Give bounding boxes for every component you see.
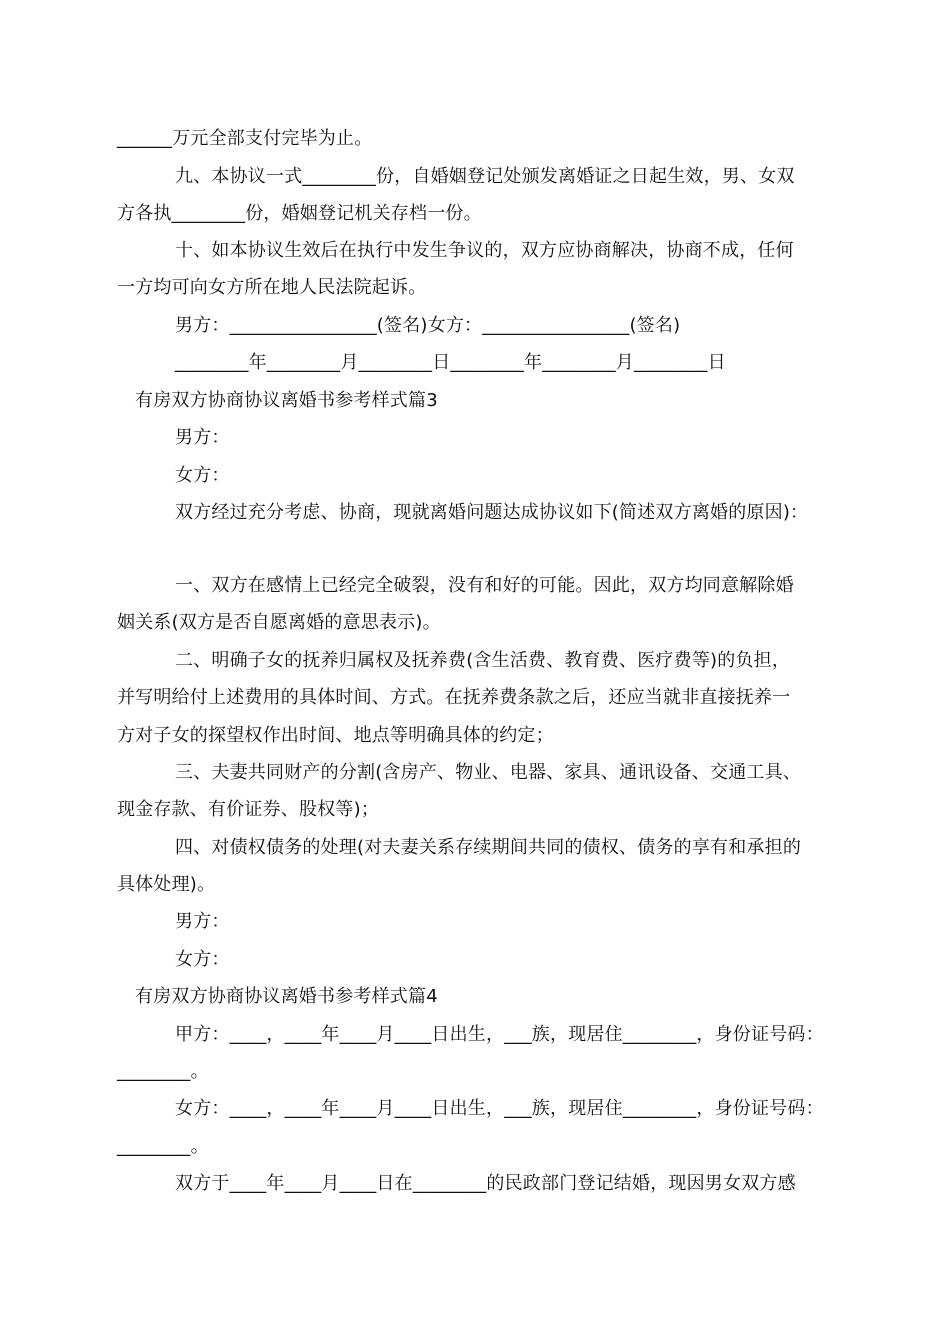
section-heading: 有房双方协商协议离婚书参考样式篇3 <box>135 390 438 411</box>
text-line: 四、对债权债务的处理(对夫妻关系存续期间共同的债权、债务的享有和承担的 <box>175 837 802 858</box>
text-line: 方对子女的探望权作出时间、地点等明确具体的约定； <box>117 725 554 746</box>
text-line: 九、本协议一式________份，自婚姻登记处颁发离婚证之日起生效，男、女双 <box>175 166 795 187</box>
text-line: 十、如本协议生效后在执行中发生争议的，双方应协商解决，协商不成，任何 <box>175 240 794 261</box>
party-label: 女方： <box>175 465 230 486</box>
text-line: 并写明给付上述费用的具体时间、方式。在抚养费条款之后，还应当就非直接抚养一 <box>117 687 791 708</box>
text-line: 二、明确子女的抚养归属权及抚养费(含生活费、教育费、医疗费等)的负担， <box>175 650 791 671</box>
text-line: ________。 <box>117 1136 209 1157</box>
text-line: 方各执________份，婚姻登记机关存档一份。 <box>117 203 482 224</box>
text-line: 双方于____年____月____日在________的民政部门登记结婚，现因男女双方感 <box>175 1173 796 1194</box>
date-line: ________年________月________日________年________月________日 <box>175 352 726 373</box>
text-line: 女方：____，____年____月____日出生，___族，现居住________，身份证号码： <box>175 1098 824 1119</box>
signature-line: 男方：________________(签名)女方：________________(签名) <box>175 315 681 336</box>
party-label: 男方： <box>175 911 230 932</box>
party-label: 男方： <box>175 427 230 448</box>
text-line: 三、夫妻共同财产的分割(含房产、物业、电器、家具、通讯设备、交通工具、 <box>175 762 802 783</box>
text-line: 现金存款、有价证券、股权等)； <box>117 799 380 820</box>
text-line: 姻关系(双方是否自愿离婚的意思表示)。 <box>117 612 441 633</box>
text-line: 双方经过充分考虑、协商，现就离婚问题达成协议如下(简述双方离婚的原因)： <box>175 502 809 523</box>
text-line: 甲方：____，____年____月____日出生，___族，现居住________，身份证号码： <box>175 1024 824 1045</box>
party-label: 女方： <box>175 949 230 970</box>
text-line: ________。 <box>117 1061 209 1082</box>
text-line: 一、双方在感情上已经完全破裂，没有和好的可能。因此，双方均同意解除婚 <box>175 575 794 596</box>
text-line: 具体处理)。 <box>117 874 216 895</box>
text-line: ______万元全部支付完毕为止。 <box>117 128 373 149</box>
section-heading: 有房双方协商协议离婚书参考样式篇4 <box>135 986 438 1007</box>
text-line: 一方均可向女方所在地人民法院起诉。 <box>117 277 427 298</box>
